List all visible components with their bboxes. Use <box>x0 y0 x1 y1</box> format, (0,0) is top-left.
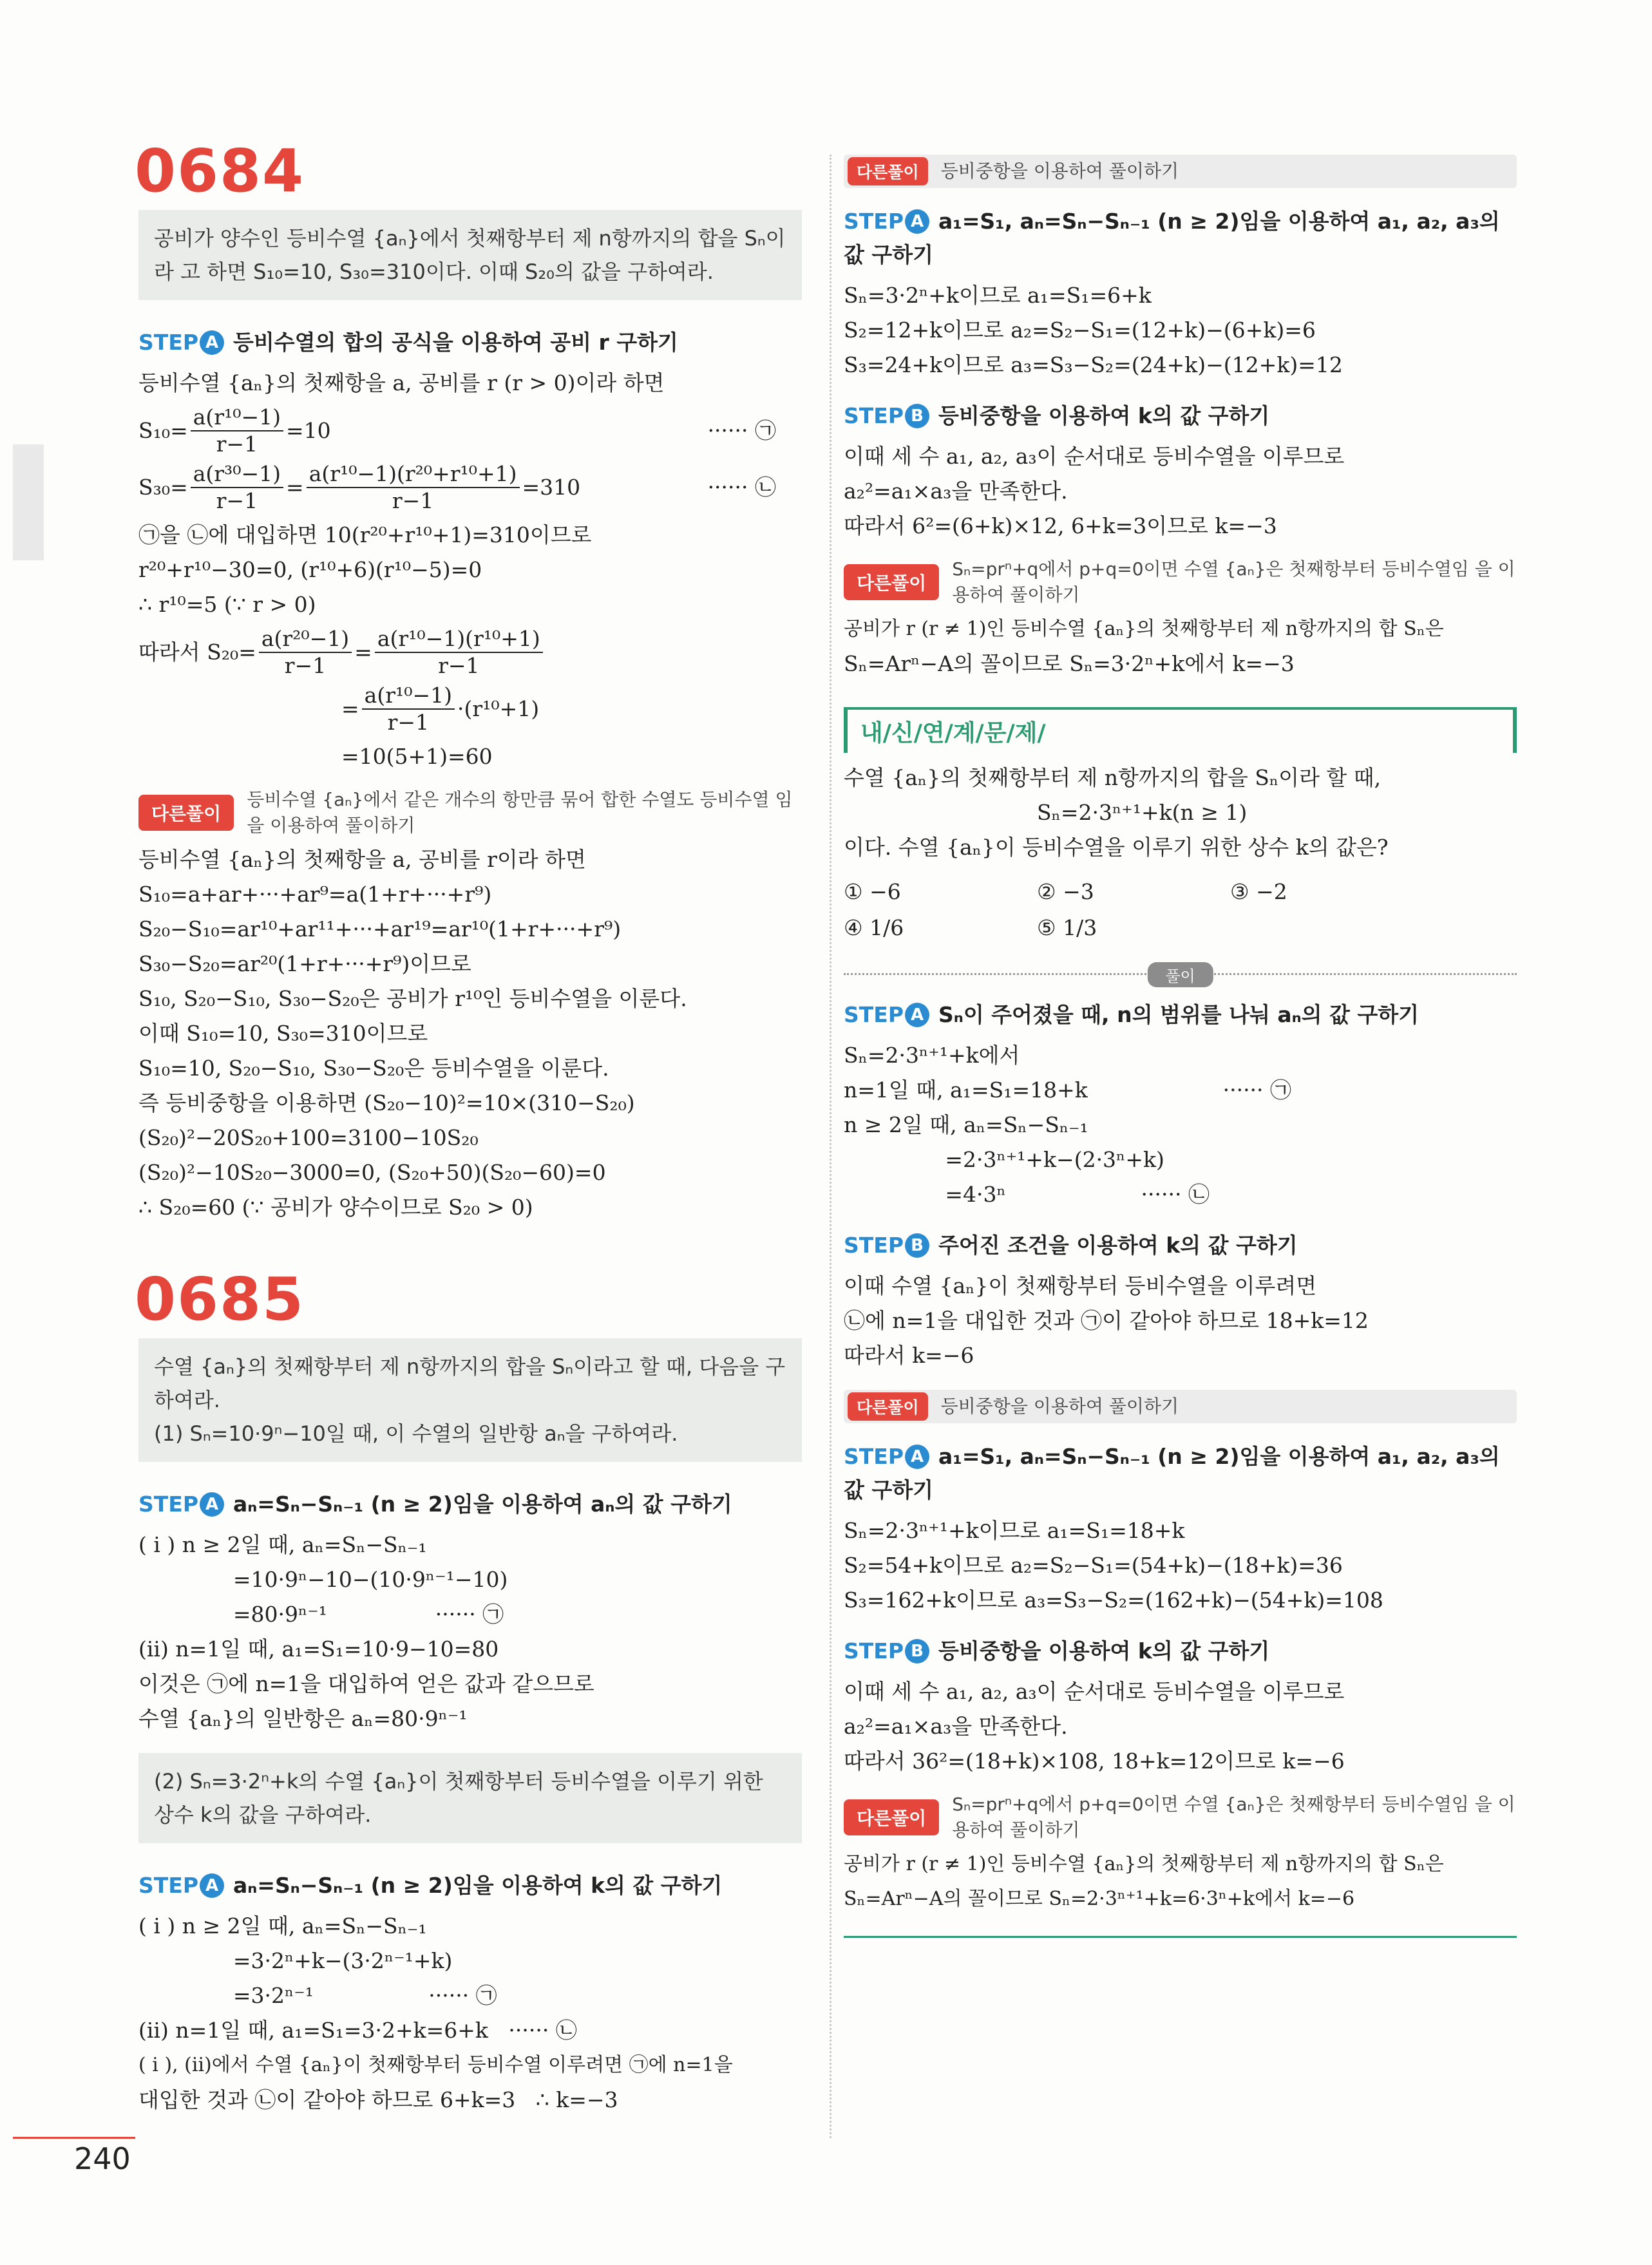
solution-answer: 수열 {aₙ}의 일반항은 aₙ=80·9ⁿ⁻¹ <box>138 1706 468 1731</box>
solution-line: S₁₀=a+ar+···+ar⁹=a(1+r+···+r⁹) <box>138 882 492 907</box>
step-label: STEP A <box>138 330 224 355</box>
alt-solution-badge: 다른풀이 <box>138 795 234 831</box>
chapter-side-tab <box>13 444 44 560</box>
option-2: ② −3 <box>1037 879 1094 904</box>
solution-answer: ∴ S₂₀=60 (∵ 공비가 양수이므로 S₂₀ > 0) <box>138 1195 533 1220</box>
problem-part-2: (2) Sₙ=3·2ⁿ+k의 수열 {aₙ}이 첫째항부터 등비수열을 이루기 위한 상수 k의 값을 구하여라. <box>138 1753 802 1843</box>
solution-line: 공비가 r (r ≠ 1)인 등비수열 {aₙ}의 첫째항부터 제 n항까지의 합 Sₙ은 <box>844 1853 1444 1875</box>
solution-line: =3·2ⁿ+k−(3·2ⁿ⁻¹+k) <box>138 1948 453 1973</box>
step-a-heading: STEP A aₙ=Sₙ−Sₙ₋₁ (n ≥ 2)임을 이용하여 k의 값 구하기 <box>138 1873 723 1898</box>
solution-line: S₁₀=10, S₂₀−S₁₀, S₃₀−S₂₀은 등비수열을 이룬다. <box>138 1056 609 1081</box>
option-5: ⑤ 1/3 <box>1037 915 1097 940</box>
alt-solution-title: Sₙ=prⁿ+q에서 p+q=0이면 수열 {aₙ}은 첫째항부터 등비수열임 을 이용하여 풀이하기 <box>952 1794 1515 1841</box>
page-number: 240 <box>74 2141 131 2176</box>
alt-solution-header <box>844 556 1517 608</box>
solution-line: 즉 등비중항을 이용하면 (S₂₀−10)²=10×(310−S₂₀) <box>138 1090 635 1115</box>
problem-line: 수열 {aₙ}의 첫째항부터 제 n항까지의 합을 Sₙ이라 할 때, <box>844 765 1381 790</box>
problem-statement-0685: 수열 {aₙ}의 첫째항부터 제 n항까지의 합을 Sₙ이라고 할 때, 다음을 구하여라. (1) Sₙ=10·9ⁿ−10일 때, 이 수열의 일반항 aₙ을 구하여라. <box>138 1338 802 1462</box>
solution-answer: Sₙ=Arⁿ−A의 꼴이므로 Sₙ=3·2ⁿ+k에서 k=−3 <box>844 651 1295 676</box>
solution-line: n=1일 때, a₁=S₁=18+k ······ ㉠ <box>844 1077 1292 1103</box>
solution-line: S₂₀−S₁₀=ar¹⁰+ar¹¹+···+ar¹⁹=ar¹⁰(1+r+···+r⁹) <box>138 916 622 942</box>
step-a-heading: STEP A 등비수열의 합의 공식을 이용하여 공비 r 구하기 <box>138 330 678 355</box>
solution-line: S₂=54+k이므로 a₂=S₂−S₁=(54+k)−(18+k)=36 <box>844 1553 1343 1578</box>
solution-line: (ii) n=1일 때, a₁=S₁=10·9−10=80 <box>138 1636 499 1662</box>
step-a-heading: STEP A aₙ=Sₙ−Sₙ₋₁ (n ≥ 2)임을 이용하여 aₙ의 값 구하기 <box>138 1492 732 1517</box>
alt-solution-header <box>844 1390 1517 1423</box>
solution-line: a₂²=a₁×a₃을 만족한다. <box>844 1714 1068 1739</box>
step-label: STEP A <box>844 1444 929 1469</box>
step-label: STEP A <box>138 1873 224 1898</box>
solution-line: n ≥ 2일 때, aₙ=Sₙ−Sₙ₋₁ <box>844 1112 1088 1137</box>
step-label: STEP A <box>844 1002 929 1027</box>
solution-line: 등비수열 {aₙ}의 첫째항을 a, 공비를 r (r > 0)이라 하면 <box>138 370 665 395</box>
solution-line: =4·3ⁿ ······ ㉡ <box>844 1182 1210 1207</box>
solution-line: 공비가 r (r ≠ 1)인 등비수열 {aₙ}의 첫째항부터 제 n항까지의 합 Sₙ은 <box>844 618 1444 640</box>
solution-line: =2·3ⁿ⁺¹+k−(2·3ⁿ+k) <box>844 1147 1164 1172</box>
step-b-heading: STEP B 등비중항을 이용하여 k의 값 구하기 <box>844 1638 1270 1663</box>
solution-line: (S₂₀)²−10S₂₀−3000=0, (S₂₀+50)(S₂₀−60)=0 <box>138 1160 606 1185</box>
step-label: STEP A <box>138 1492 224 1517</box>
left-column <box>135 137 802 2118</box>
solution-answer: Sₙ=Arⁿ−A의 꼴이므로 Sₙ=2·3ⁿ⁺¹+k=6·3ⁿ+k에서 k=−6 <box>844 1888 1355 1910</box>
solution-answer: 따라서 6²=(6+k)×12, 6+k=3이므로 k=−3 <box>844 513 1277 538</box>
formula-s10: S₁₀= $\frac{\text{a(r¹⁰−1)}}{r-1}$ =10 ······ ㉠ <box>138 404 776 457</box>
solution-line: =3·2ⁿ⁻¹ ······ ㉠ <box>138 1983 497 2008</box>
solution-answer: =10(5+1)=60 <box>341 744 493 769</box>
alt-solution-badge: 다른풀이 <box>848 157 928 185</box>
solution-line: =80·9ⁿ⁻¹ ······ ㉠ <box>138 1602 504 1627</box>
problem-statement-0684: 공비가 양수인 등비수열 {aₙ}에서 첫째항부터 제 n항까지의 합을 Sₙ이라 고 하면 S₁₀=10, S₃₀=310이다. 이때 S₂₀의 값을 구하여라. <box>138 210 802 300</box>
problem-number-0684: 0684 <box>135 137 305 205</box>
formula-s20: 따라서 S₂₀= $\frac{\text{a(r²⁰−1)}}{r-1}$ = $\frac{\text{a(r¹⁰−1)(r¹⁰+1)}}{r-1}$ <box>138 626 802 679</box>
alt-solution-title: 등비중항을 이용하여 풀이하기 <box>940 160 1179 182</box>
solution-line: ㉠을 ㉡에 대입하면 10(r²⁰+r¹⁰+1)=310이므로 <box>138 522 592 547</box>
solution-label: 풀이 <box>1147 962 1213 987</box>
solution-line: Sₙ=2·3ⁿ⁺¹+k이므로 a₁=S₁=18+k <box>844 1518 1185 1543</box>
column-divider <box>830 155 831 2138</box>
solution-line: =10·9ⁿ−10−(10·9ⁿ⁻¹−10) <box>138 1567 508 1592</box>
solution-line: S₃=24+k이므로 a₃=S₃−S₂=(24+k)−(12+k)=12 <box>844 352 1343 377</box>
solution-line: 이때 수열 {aₙ}이 첫째항부터 등비수열을 이루려면 <box>844 1273 1317 1298</box>
solution-line: ㉡에 n=1을 대입한 것과 ㉠이 같아야 하므로 18+k=12 <box>844 1308 1369 1333</box>
solution-line: Sₙ=2·3ⁿ⁺¹+k에서 <box>844 1043 1020 1068</box>
solution-line: 이때 S₁₀=10, S₃₀=310이므로 <box>138 1021 428 1046</box>
solution-line: 등비수열 {aₙ}의 첫째항을 a, 공비를 r이라 하면 <box>138 847 586 872</box>
solution-line: 이때 세 수 a₁, a₂, a₃이 순서대로 등비수열을 이루므로 <box>844 1679 1345 1704</box>
problem-number-0685: 0685 <box>135 1265 305 1334</box>
alt-solution-header <box>138 787 802 839</box>
solution-line: S₃₀−S₂₀=ar²⁰(1+r+···+r⁹)이므로 <box>138 951 471 976</box>
solution-line: S₁₀, S₂₀−S₁₀, S₃₀−S₂₀은 공비가 r¹⁰인 등비수열을 이룬다. <box>138 986 687 1011</box>
solution-line: (S₂₀)²−20S₂₀+100=3100−10S₂₀ <box>138 1125 479 1150</box>
step-a-heading: STEP A a₁=S₁, aₙ=Sₙ−Sₙ₋₁ (n ≥ 2)임을 이용하여 a₁, a₂, a₃의 값 구하기 <box>844 209 1500 267</box>
alt-solution-header <box>844 155 1517 188</box>
solution-line: 이때 세 수 a₁, a₂, a₃이 순서대로 등비수열을 이루므로 <box>844 444 1345 469</box>
section-end-rule <box>844 1936 1517 1938</box>
answer-options <box>844 874 1517 946</box>
problem-line: 이다. 수열 {aₙ}이 등비수열을 이루기 위한 상수 k의 값은? <box>844 835 1389 860</box>
alt-solution-title: 등비중항을 이용하여 풀이하기 <box>940 1396 1179 1417</box>
step-b-heading: STEP B 등비중항을 이용하여 k의 값 구하기 <box>844 403 1270 428</box>
solution-line: ( i ) n ≥ 2일 때, aₙ=Sₙ−Sₙ₋₁ <box>138 1913 427 1938</box>
alt-solution-badge: 다른풀이 <box>848 1392 928 1421</box>
page-number-rule <box>13 2137 135 2139</box>
right-column <box>844 155 1517 1938</box>
solution-line: S₂=12+k이므로 a₂=S₂−S₁=(12+k)−(6+k)=6 <box>844 317 1316 343</box>
step-label: STEP B <box>844 1638 929 1663</box>
solution-line: r²⁰+r¹⁰−30=0, (r¹⁰+6)(r¹⁰−5)=0 <box>138 557 482 582</box>
step-label: STEP A <box>844 209 929 234</box>
solution-separator <box>844 967 1517 985</box>
step-label: STEP B <box>844 1233 929 1258</box>
option-3: ③ −2 <box>1230 879 1287 904</box>
solution-line: Sₙ=3·2ⁿ+k이므로 a₁=S₁=6+k <box>844 283 1152 308</box>
solution-line: ( i ) n ≥ 2일 때, aₙ=Sₙ−Sₙ₋₁ <box>138 1532 427 1557</box>
solution-line: (ii) n=1일 때, a₁=S₁=3·2+k=6+k ······ ㉡ <box>138 2018 577 2043</box>
solution-line: S₃=162+k이므로 a₃=S₃−S₂=(162+k)−(54+k)=108 <box>844 1587 1383 1613</box>
solution-line: ∴ r¹⁰=5 (∵ r > 0) <box>138 592 316 617</box>
alt-solution-title: 등비수열 {aₙ}에서 같은 개수의 항만큼 묶어 합한 수열도 등비수열 임을 이용하여 풀이하기 <box>247 789 793 836</box>
alt-solution-badge: 다른풀이 <box>844 564 939 600</box>
solution-answer: 따라서 36²=(18+k)×108, 18+k=12이므로 k=−6 <box>844 1749 1345 1774</box>
step-a-heading: STEP A a₁=S₁, aₙ=Sₙ−Sₙ₋₁ (n ≥ 2)임을 이용하여 a₁, a₂, a₃의 값 구하기 <box>844 1444 1500 1502</box>
option-4: ④ 1/6 <box>844 915 904 940</box>
step-label: STEP B <box>844 403 929 428</box>
solution-answer: 대입한 것과 ㉡이 같아야 하므로 6+k=3 ∴ k=−3 <box>138 2087 618 2112</box>
solution-line: a₂²=a₁×a₃을 만족한다. <box>844 479 1068 504</box>
option-1: ① −6 <box>844 879 901 904</box>
alt-solution-title: Sₙ=prⁿ+q에서 p+q=0이면 수열 {aₙ}은 첫째항부터 등비수열임 을 이용하여 풀이하기 <box>952 558 1515 605</box>
problem-formula: Sₙ=2·3ⁿ⁺¹+k(n ≥ 1) <box>1037 800 1248 825</box>
alt-solution-header <box>844 1792 1517 1843</box>
formula-s30: S₃₀= $\frac{\text{a(r³⁰−1)}}{r-1}$ = $\frac{\text{a(r¹⁰−1)(r²⁰+r¹⁰+1)}}{r-1}$ =310 ······ ㉡ <box>138 461 776 513</box>
related-problem-heading: 내/신/연/계/문/제/ <box>844 707 1517 753</box>
solution-answer: 따라서 k=−6 <box>844 1343 974 1368</box>
step-b-heading: STEP B 주어진 조건을 이용하여 k의 값 구하기 <box>844 1233 1298 1258</box>
step-a-heading: STEP A Sₙ이 주어졌을 때, n의 범위를 나눠 aₙ의 값 구하기 <box>844 1002 1419 1027</box>
solution-line: 이것은 ㉠에 n=1을 대입하여 얻은 값과 같으므로 <box>138 1671 594 1696</box>
solution-line: ( i ), (ii)에서 수열 {aₙ}이 첫째항부터 등비수열 이루려면 ㉠에 n=1을 <box>138 2054 733 2076</box>
alt-solution-badge: 다른풀이 <box>844 1799 939 1835</box>
formula-s20-cont: = $\frac{\text{a(r¹⁰−1)}}{r-1}$ ·(r¹⁰+1) <box>341 683 540 735</box>
